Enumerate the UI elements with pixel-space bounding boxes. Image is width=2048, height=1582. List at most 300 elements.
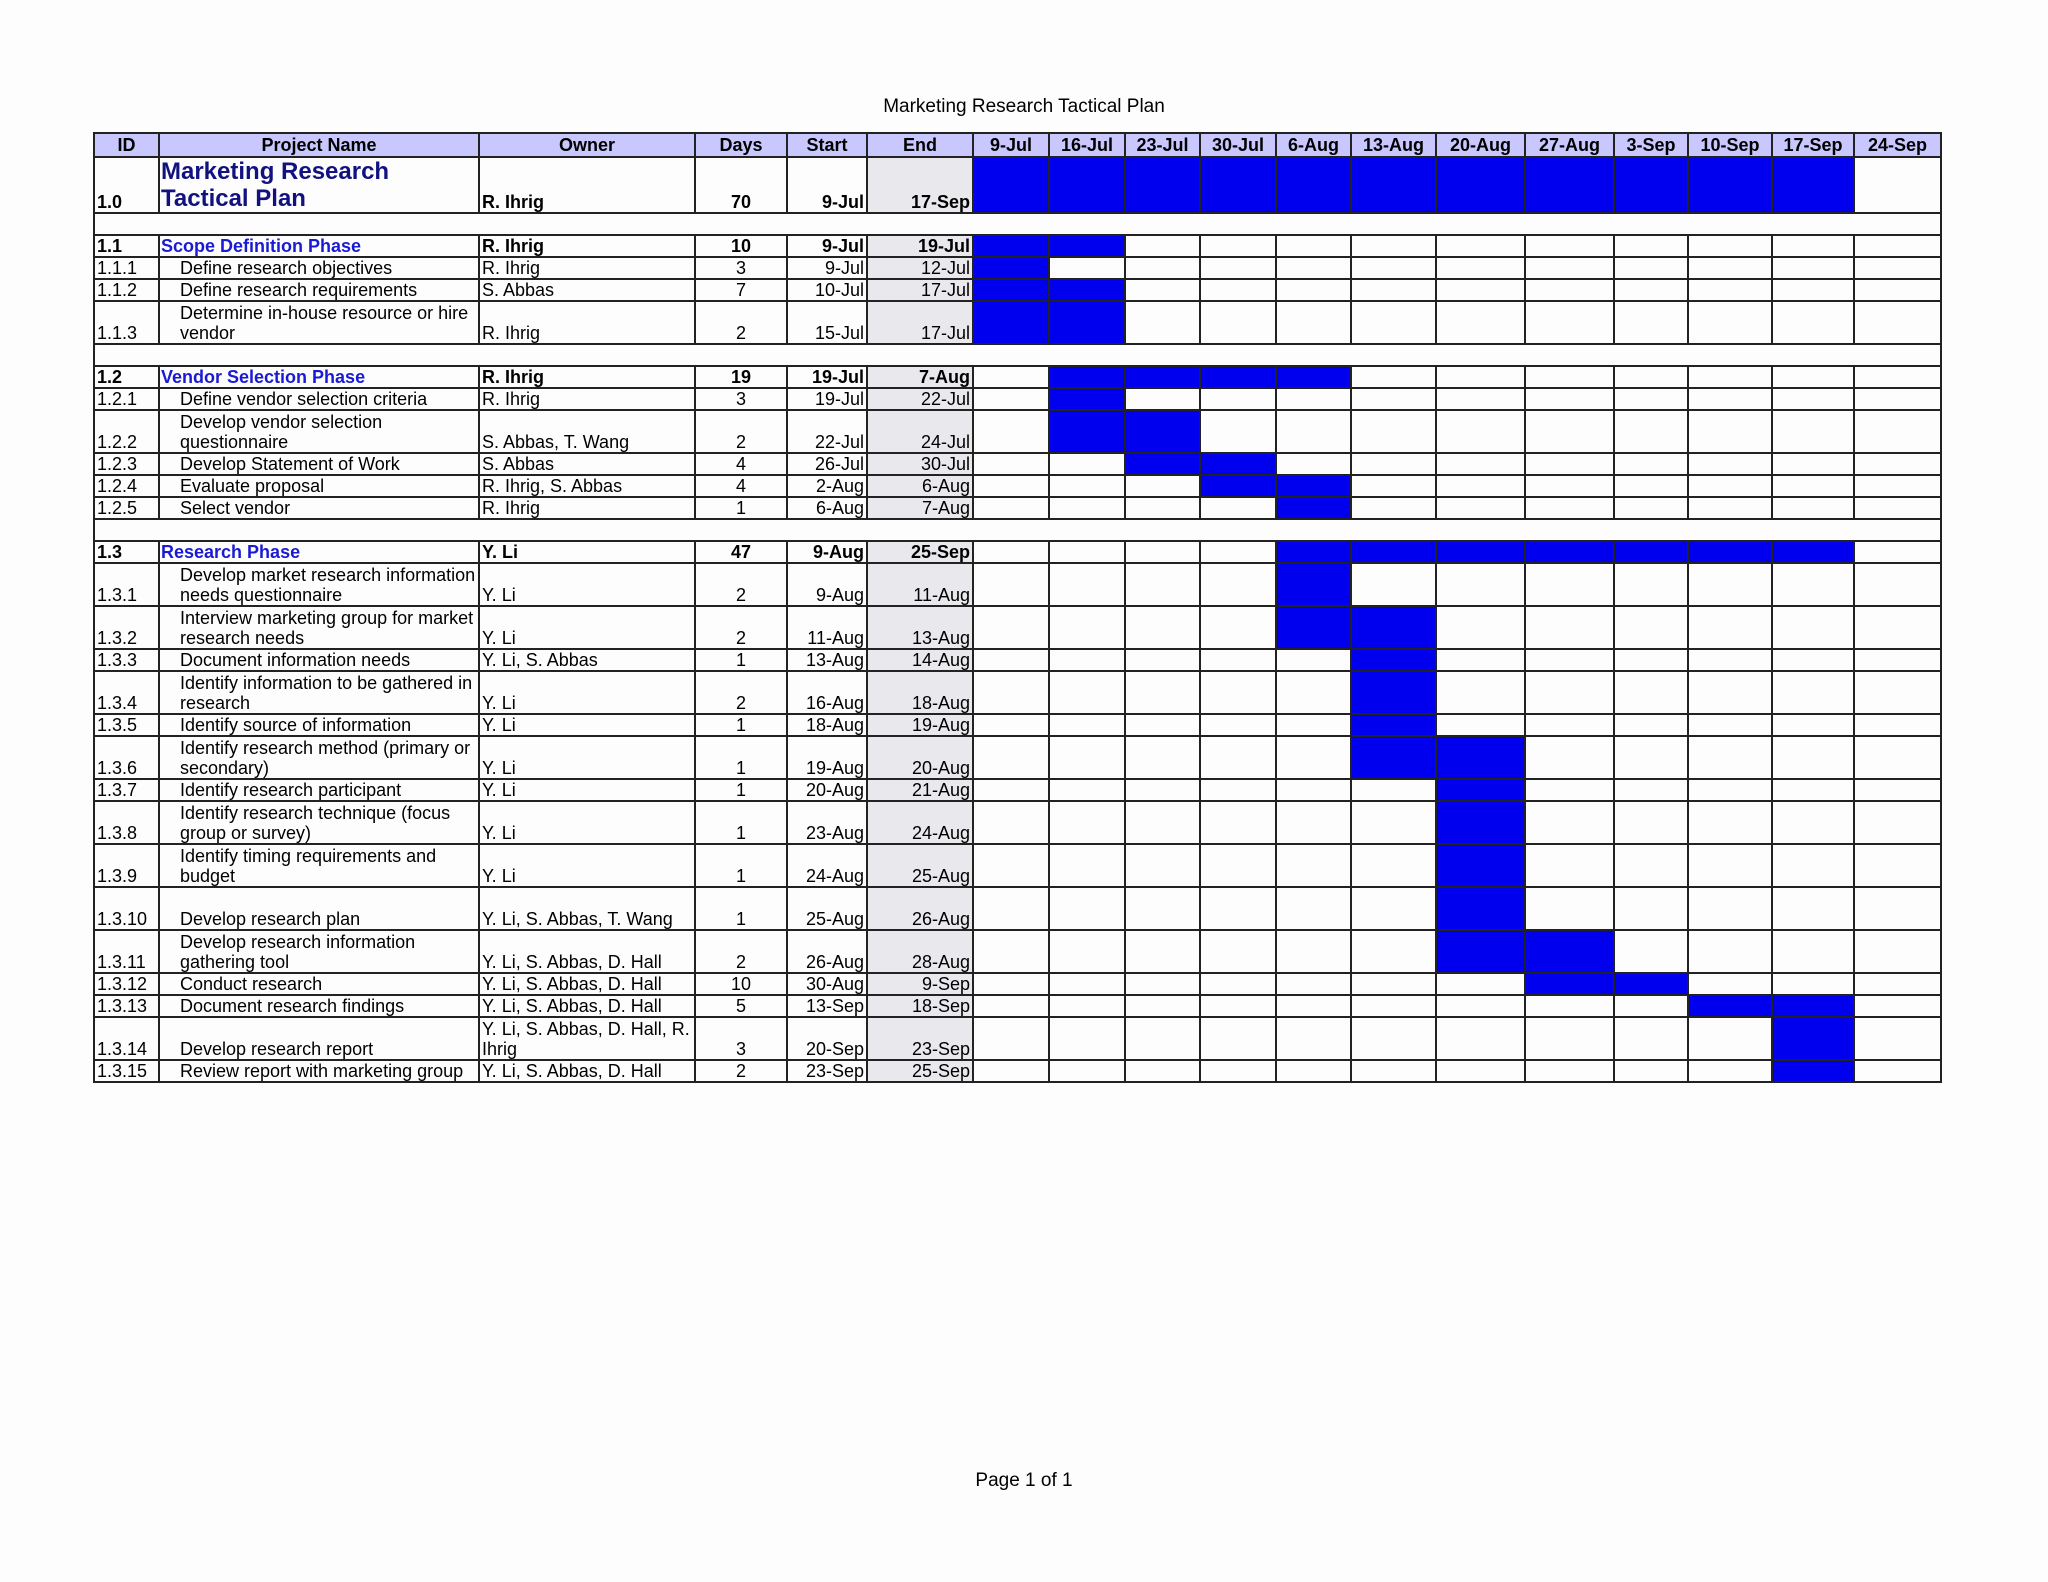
gantt-empty-cell	[1688, 671, 1772, 714]
gantt-empty-cell	[1525, 779, 1614, 801]
gantt-empty-cell	[1200, 801, 1276, 844]
gantt-empty-cell	[1688, 497, 1772, 519]
task-start: 9-Jul	[787, 157, 867, 213]
gantt-empty-cell	[1200, 844, 1276, 887]
task-name: Develop market research information needs questionnaire	[159, 563, 479, 606]
task-name: Identify timing requirements and budget	[159, 844, 479, 887]
gantt-empty-cell	[1049, 973, 1125, 995]
gantt-empty-cell	[1351, 995, 1436, 1017]
gantt-empty-cell	[1276, 649, 1351, 671]
task-owner: Y. Li	[479, 563, 695, 606]
gantt-bar-cell	[1049, 366, 1125, 388]
gantt-empty-cell	[1125, 606, 1200, 649]
gantt-bar-cell	[1125, 453, 1200, 475]
gantt-empty-cell	[1854, 1017, 1941, 1060]
task-days: 1	[695, 801, 787, 844]
gantt-bar-cell	[1276, 475, 1351, 497]
gantt-empty-cell	[1614, 257, 1688, 279]
gantt-empty-cell	[1688, 736, 1772, 779]
task-start: 9-Aug	[787, 563, 867, 606]
task-owner: Y. Li	[479, 671, 695, 714]
gantt-empty-cell	[1772, 844, 1854, 887]
gantt-empty-cell	[1854, 157, 1941, 213]
col-header-week: 13-Aug	[1351, 133, 1436, 157]
task-start: 13-Aug	[787, 649, 867, 671]
gantt-empty-cell	[1525, 563, 1614, 606]
gantt-empty-cell	[1049, 995, 1125, 1017]
gantt-empty-cell	[1049, 779, 1125, 801]
gantt-empty-cell	[1614, 497, 1688, 519]
gantt-empty-cell	[1049, 649, 1125, 671]
col-header-week: 6-Aug	[1276, 133, 1351, 157]
task-row	[94, 475, 1941, 497]
col-header-end: End	[867, 133, 973, 157]
task-id: 1.3.12	[94, 973, 159, 995]
task-id: 1.2.1	[94, 388, 159, 410]
gantt-bar-cell	[1436, 736, 1525, 779]
task-end: 17-Jul	[867, 301, 973, 344]
col-header-days: Days	[695, 133, 787, 157]
gantt-bar-cell	[1772, 995, 1854, 1017]
gantt-empty-cell	[1276, 973, 1351, 995]
gantt-empty-cell	[1772, 714, 1854, 736]
task-days: 4	[695, 453, 787, 475]
task-id: 1.3.1	[94, 563, 159, 606]
gantt-bar-cell	[1049, 157, 1125, 213]
separator-row	[94, 213, 1941, 235]
gantt-empty-cell	[1276, 235, 1351, 257]
gantt-empty-cell	[1688, 1017, 1772, 1060]
gantt-empty-cell	[1854, 279, 1941, 301]
gantt-empty-cell	[1049, 1017, 1125, 1060]
task-days: 5	[695, 995, 787, 1017]
gantt-empty-cell	[1525, 301, 1614, 344]
task-name: Identify source of information	[159, 714, 479, 736]
task-start: 16-Aug	[787, 671, 867, 714]
task-start: 30-Aug	[787, 973, 867, 995]
gantt-empty-cell	[1049, 1060, 1125, 1082]
gantt-empty-cell	[1276, 301, 1351, 344]
gantt-empty-cell	[973, 671, 1049, 714]
gantt-bar-cell	[1276, 541, 1351, 563]
col-header-week: 3-Sep	[1614, 133, 1688, 157]
task-id: 1.1.3	[94, 301, 159, 344]
col-header-week: 20-Aug	[1436, 133, 1525, 157]
gantt-empty-cell	[1854, 410, 1941, 453]
gantt-empty-cell	[1351, 887, 1436, 930]
task-row	[94, 973, 1941, 995]
gantt-empty-cell	[973, 388, 1049, 410]
task-owner: R. Ihrig	[479, 301, 695, 344]
gantt-empty-cell	[1125, 779, 1200, 801]
task-days: 2	[695, 606, 787, 649]
task-start: 13-Sep	[787, 995, 867, 1017]
gantt-empty-cell	[1688, 649, 1772, 671]
gantt-empty-cell	[1772, 671, 1854, 714]
gantt-bar-cell	[1436, 887, 1525, 930]
task-end: 18-Sep	[867, 995, 973, 1017]
task-days: 19	[695, 366, 787, 388]
gantt-empty-cell	[1614, 844, 1688, 887]
gantt-empty-cell	[1125, 714, 1200, 736]
gantt-empty-cell	[1614, 779, 1688, 801]
task-id: 1.3.5	[94, 714, 159, 736]
task-start: 24-Aug	[787, 844, 867, 887]
task-days: 3	[695, 388, 787, 410]
gantt-bar-cell	[1351, 649, 1436, 671]
task-name: Vendor Selection Phase	[159, 366, 479, 388]
task-id: 1.3.13	[94, 995, 159, 1017]
task-row	[94, 779, 1941, 801]
gantt-empty-cell	[1854, 779, 1941, 801]
task-name: Scope Definition Phase	[159, 235, 479, 257]
task-name: Research Phase	[159, 541, 479, 563]
phase-row	[94, 541, 1941, 563]
task-owner: Y. Li	[479, 844, 695, 887]
task-start: 20-Aug	[787, 779, 867, 801]
task-name: Identify research method (primary or secondary)	[159, 736, 479, 779]
gantt-bar-cell	[973, 235, 1049, 257]
gantt-empty-cell	[1614, 301, 1688, 344]
gantt-table	[93, 132, 1942, 1083]
task-owner: S. Abbas	[479, 279, 695, 301]
gantt-bar-cell	[1525, 930, 1614, 973]
task-name: Evaluate proposal	[159, 475, 479, 497]
gantt-empty-cell	[973, 995, 1049, 1017]
task-name: Marketing Research Tactical Plan	[159, 157, 479, 213]
gantt-bar-cell	[1772, 157, 1854, 213]
gantt-bar-cell	[1125, 366, 1200, 388]
gantt-bar-cell	[1049, 301, 1125, 344]
gantt-empty-cell	[1276, 388, 1351, 410]
gantt-empty-cell	[1688, 714, 1772, 736]
gantt-empty-cell	[1614, 671, 1688, 714]
gantt-empty-cell	[1614, 887, 1688, 930]
gantt-empty-cell	[1200, 410, 1276, 453]
gantt-empty-cell	[1854, 366, 1941, 388]
gantt-empty-cell	[1436, 301, 1525, 344]
phase-row	[94, 235, 1941, 257]
gantt-bar-cell	[1276, 157, 1351, 213]
gantt-bar-cell	[1436, 541, 1525, 563]
gantt-empty-cell	[1688, 973, 1772, 995]
gantt-empty-cell	[1276, 279, 1351, 301]
gantt-empty-cell	[1772, 257, 1854, 279]
gantt-empty-cell	[1436, 649, 1525, 671]
separator-row	[94, 344, 1941, 366]
task-id: 1.3.7	[94, 779, 159, 801]
gantt-empty-cell	[1772, 563, 1854, 606]
gantt-empty-cell	[1276, 410, 1351, 453]
gantt-empty-cell	[1525, 606, 1614, 649]
task-name: Determine in-house resource or hire vendor	[159, 301, 479, 344]
gantt-empty-cell	[1436, 388, 1525, 410]
gantt-empty-cell	[1614, 1060, 1688, 1082]
task-row	[94, 736, 1941, 779]
gantt-empty-cell	[1854, 453, 1941, 475]
gantt-empty-cell	[1854, 887, 1941, 930]
gantt-empty-cell	[1614, 930, 1688, 973]
task-id: 1.0	[94, 157, 159, 213]
task-row	[94, 410, 1941, 453]
task-row	[94, 671, 1941, 714]
gantt-empty-cell	[1772, 801, 1854, 844]
gantt-empty-cell	[1436, 453, 1525, 475]
gantt-empty-cell	[1125, 844, 1200, 887]
task-days: 2	[695, 671, 787, 714]
task-end: 23-Sep	[867, 1017, 973, 1060]
task-days: 2	[695, 563, 787, 606]
task-name: Review report with marketing group	[159, 1060, 479, 1082]
gantt-empty-cell	[1436, 671, 1525, 714]
gantt-empty-cell	[1614, 388, 1688, 410]
gantt-bar-cell	[1125, 410, 1200, 453]
gantt-empty-cell	[1688, 887, 1772, 930]
gantt-empty-cell	[973, 541, 1049, 563]
gantt-bar-cell	[1772, 1017, 1854, 1060]
gantt-empty-cell	[1854, 1060, 1941, 1082]
gantt-empty-cell	[1772, 235, 1854, 257]
col-header-week: 17-Sep	[1772, 133, 1854, 157]
gantt-empty-cell	[973, 410, 1049, 453]
task-name: Conduct research	[159, 973, 479, 995]
gantt-empty-cell	[1125, 801, 1200, 844]
task-end: 25-Sep	[867, 541, 973, 563]
task-owner: R. Ihrig, S. Abbas	[479, 475, 695, 497]
gantt-empty-cell	[1614, 235, 1688, 257]
gantt-empty-cell	[1200, 779, 1276, 801]
gantt-bar-cell	[1351, 714, 1436, 736]
task-row	[94, 388, 1941, 410]
gantt-bar-cell	[1351, 157, 1436, 213]
phase-row	[94, 366, 1941, 388]
gantt-empty-cell	[1049, 714, 1125, 736]
task-end: 21-Aug	[867, 779, 973, 801]
task-start: 6-Aug	[787, 497, 867, 519]
gantt-empty-cell	[1351, 475, 1436, 497]
separator-row	[94, 519, 1941, 541]
task-row	[94, 714, 1941, 736]
gantt-empty-cell	[1854, 844, 1941, 887]
task-owner: R. Ihrig	[479, 235, 695, 257]
gantt-empty-cell	[1525, 844, 1614, 887]
gantt-bar-cell	[1525, 157, 1614, 213]
col-header-week: 23-Jul	[1125, 133, 1200, 157]
page-title: Marketing Research Tactical Plan	[883, 96, 1165, 117]
gantt-empty-cell	[1125, 475, 1200, 497]
gantt-empty-cell	[1854, 563, 1941, 606]
task-days: 1	[695, 779, 787, 801]
task-name: Develop Statement of Work	[159, 453, 479, 475]
task-days: 1	[695, 736, 787, 779]
gantt-empty-cell	[1200, 995, 1276, 1017]
gantt-empty-cell	[1200, 671, 1276, 714]
task-row	[94, 453, 1941, 475]
task-id: 1.3.15	[94, 1060, 159, 1082]
header-row	[94, 133, 1941, 157]
task-id: 1.2.3	[94, 453, 159, 475]
col-header-project-name: Project Name	[159, 133, 479, 157]
gantt-empty-cell	[1614, 736, 1688, 779]
gantt-empty-cell	[1614, 366, 1688, 388]
gantt-bar-cell	[1276, 563, 1351, 606]
gantt-empty-cell	[1125, 671, 1200, 714]
gantt-empty-cell	[1772, 930, 1854, 973]
task-row	[94, 301, 1941, 344]
task-end: 19-Aug	[867, 714, 973, 736]
task-owner: S. Abbas	[479, 453, 695, 475]
gantt-empty-cell	[1614, 649, 1688, 671]
task-start: 11-Aug	[787, 606, 867, 649]
gantt-bar-cell	[1772, 541, 1854, 563]
task-id: 1.3.4	[94, 671, 159, 714]
gantt-empty-cell	[1854, 649, 1941, 671]
task-days: 47	[695, 541, 787, 563]
gantt-empty-cell	[973, 366, 1049, 388]
gantt-empty-cell	[1772, 366, 1854, 388]
task-start: 20-Sep	[787, 1017, 867, 1060]
gantt-bar-cell	[973, 279, 1049, 301]
task-end: 14-Aug	[867, 649, 973, 671]
gantt-empty-cell	[1125, 235, 1200, 257]
gantt-bar-cell	[1200, 157, 1276, 213]
gantt-empty-cell	[973, 844, 1049, 887]
gantt-empty-cell	[1525, 1017, 1614, 1060]
gantt-empty-cell	[973, 930, 1049, 973]
task-end: 17-Jul	[867, 279, 973, 301]
gantt-empty-cell	[1276, 801, 1351, 844]
task-owner: Y. Li	[479, 779, 695, 801]
task-end: 11-Aug	[867, 563, 973, 606]
task-id: 1.3.2	[94, 606, 159, 649]
gantt-bar-cell	[1436, 801, 1525, 844]
task-days: 4	[695, 475, 787, 497]
gantt-empty-cell	[1614, 475, 1688, 497]
gantt-empty-cell	[1688, 366, 1772, 388]
task-end: 13-Aug	[867, 606, 973, 649]
gantt-bar-cell	[1614, 541, 1688, 563]
task-end: 7-Aug	[867, 366, 973, 388]
task-end: 24-Jul	[867, 410, 973, 453]
gantt-empty-cell	[1125, 736, 1200, 779]
gantt-bar-cell	[1351, 541, 1436, 563]
task-row	[94, 563, 1941, 606]
gantt-empty-cell	[1049, 606, 1125, 649]
task-name: Identify information to be gathered in research	[159, 671, 479, 714]
task-name: Select vendor	[159, 497, 479, 519]
task-days: 1	[695, 887, 787, 930]
gantt-empty-cell	[1688, 257, 1772, 279]
task-row	[94, 995, 1941, 1017]
gantt-bar-cell	[973, 157, 1049, 213]
gantt-bar-cell	[1772, 1060, 1854, 1082]
gantt-empty-cell	[1525, 671, 1614, 714]
gantt-empty-cell	[1525, 649, 1614, 671]
task-start: 9-Jul	[787, 235, 867, 257]
task-id: 1.3.14	[94, 1017, 159, 1060]
gantt-empty-cell	[1688, 1060, 1772, 1082]
task-end: 22-Jul	[867, 388, 973, 410]
gantt-empty-cell	[1200, 257, 1276, 279]
gantt-empty-cell	[1854, 388, 1941, 410]
gantt-empty-cell	[973, 1017, 1049, 1060]
task-end: 25-Sep	[867, 1060, 973, 1082]
gantt-empty-cell	[1688, 801, 1772, 844]
gantt-empty-cell	[973, 714, 1049, 736]
gantt-empty-cell	[1525, 995, 1614, 1017]
gantt-empty-cell	[1854, 736, 1941, 779]
gantt-empty-cell	[1200, 649, 1276, 671]
gantt-empty-cell	[1049, 736, 1125, 779]
gantt-empty-cell	[1200, 388, 1276, 410]
gantt-empty-cell	[1772, 410, 1854, 453]
task-row	[94, 649, 1941, 671]
separator-cell	[94, 213, 1941, 235]
gantt-empty-cell	[1854, 606, 1941, 649]
gantt-empty-cell	[1436, 410, 1525, 453]
task-start: 19-Jul	[787, 388, 867, 410]
task-row	[94, 844, 1941, 887]
gantt-empty-cell	[1436, 235, 1525, 257]
task-id: 1.2.4	[94, 475, 159, 497]
gantt-empty-cell	[1688, 779, 1772, 801]
task-days: 1	[695, 649, 787, 671]
task-days: 70	[695, 157, 787, 213]
gantt-empty-cell	[1351, 410, 1436, 453]
gantt-bar-cell	[1525, 973, 1614, 995]
gantt-empty-cell	[973, 1060, 1049, 1082]
gantt-empty-cell	[1276, 671, 1351, 714]
gantt-empty-cell	[1614, 563, 1688, 606]
task-end: 26-Aug	[867, 887, 973, 930]
gantt-empty-cell	[1772, 779, 1854, 801]
gantt-empty-cell	[1200, 563, 1276, 606]
task-start: 25-Aug	[787, 887, 867, 930]
gantt-empty-cell	[1125, 301, 1200, 344]
task-days: 1	[695, 497, 787, 519]
gantt-empty-cell	[1125, 563, 1200, 606]
gantt-empty-cell	[1436, 995, 1525, 1017]
gantt-empty-cell	[1049, 475, 1125, 497]
gantt-empty-cell	[1049, 453, 1125, 475]
task-end: 30-Jul	[867, 453, 973, 475]
col-header-week: 24-Sep	[1854, 133, 1941, 157]
col-header-start: Start	[787, 133, 867, 157]
task-id: 1.3.11	[94, 930, 159, 973]
gantt-empty-cell	[1854, 714, 1941, 736]
task-start: 23-Sep	[787, 1060, 867, 1082]
gantt-empty-cell	[1772, 475, 1854, 497]
task-end: 24-Aug	[867, 801, 973, 844]
task-name: Develop vendor selection questionnaire	[159, 410, 479, 453]
task-id: 1.3.10	[94, 887, 159, 930]
gantt-bar-cell	[1614, 973, 1688, 995]
task-id: 1.3.3	[94, 649, 159, 671]
gantt-empty-cell	[1854, 671, 1941, 714]
task-start: 23-Aug	[787, 801, 867, 844]
gantt-empty-cell	[1854, 541, 1941, 563]
gantt-empty-cell	[973, 606, 1049, 649]
gantt-empty-cell	[1688, 453, 1772, 475]
task-start: 9-Jul	[787, 257, 867, 279]
task-name: Document information needs	[159, 649, 479, 671]
gantt-bar-cell	[1436, 844, 1525, 887]
gantt-bar-cell	[1125, 157, 1200, 213]
task-owner: Y. Li	[479, 714, 695, 736]
task-name: Define research requirements	[159, 279, 479, 301]
gantt-bar-cell	[1688, 157, 1772, 213]
gantt-empty-cell	[973, 649, 1049, 671]
